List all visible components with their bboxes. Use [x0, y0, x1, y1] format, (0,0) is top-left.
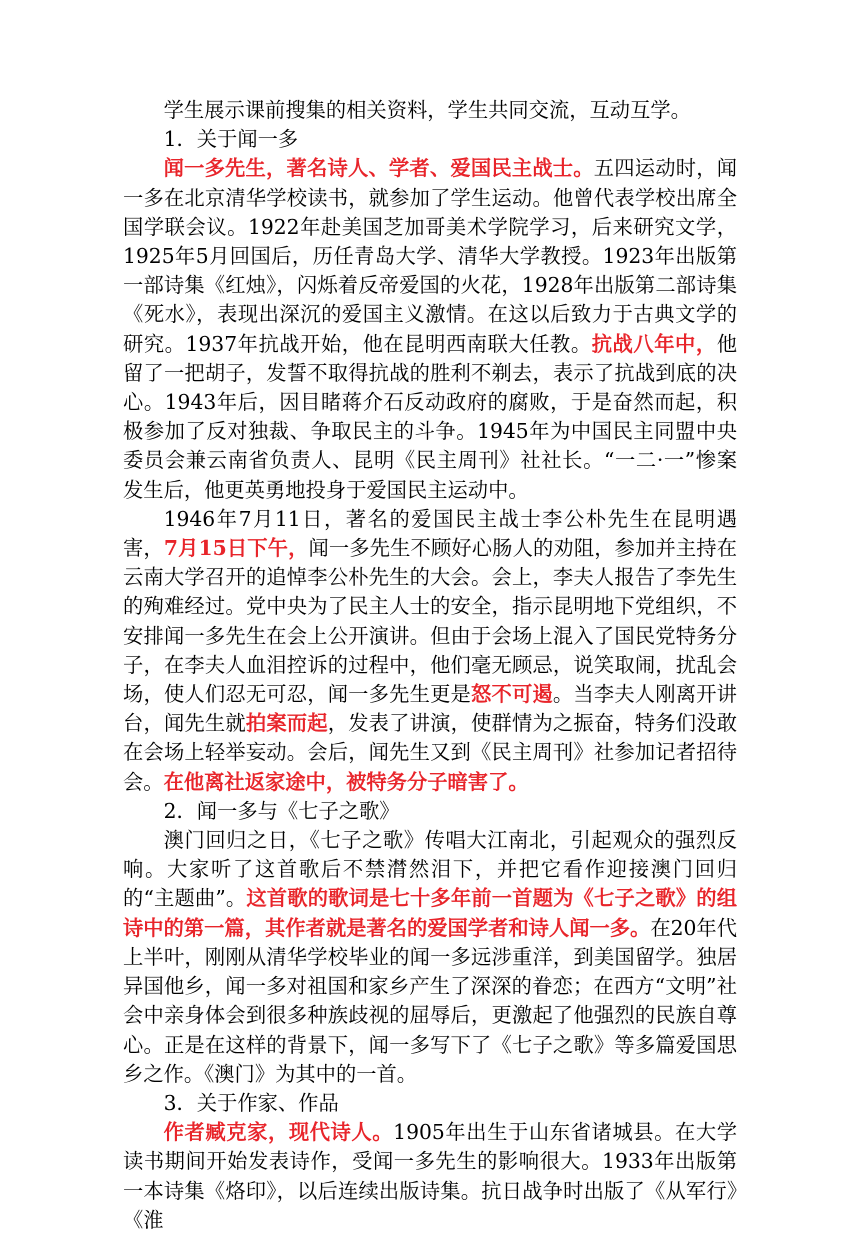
paragraph-wen-yiduo-bio: [123, 154, 737, 504]
body-text: 五四运动时，闻一多在北京清华学校读书，就参加了学生运动。他曾代表学校出席全国学联会议。1922年赴美国芝加哥美术学院学习，后来研究文学，1925年5月回国后，历任青岛大学、清华大学教授。1923年出版第一部诗集《红烛》，闪烁着反帝爱国的火花，1928年出版第二部诗集《死水》，表现出深沉的爱国主义激情。在这以后致力于古典文学的研究。1937年抗战开始，他在昆明西南联大任教。: [123, 156, 737, 356]
highlight-text: 闻一多先生，著名诗人、学者、爱国民主战士。: [163, 156, 594, 181]
section-heading-2: 2．闻一多与《七子之歌》: [163, 798, 400, 823]
body-text: 闻一多先生不顾好心肠人的劝阻，参加并主持在云南大学召开的追悼李公朴先生的大会。会上，李夫人报告了李先生的殉难经过。党中央为了民主人士的安全，指示昆明地下党组织，不安排闻一多先生在会上公开演讲。但由于会场上混入了国民党特务分子，在李夫人血泪控诉的过程中，他们毫无顾忌，说笑取闹，扰乱会场，使人们忍无可忍，闻一多先生更是: [123, 536, 737, 707]
highlight-text: 在他离社返家途中，被特务分子暗害了。: [163, 769, 529, 794]
intro-paragraph: 学生展示课前搜集的相关资料，学生共同交流，互动互学。: [163, 98, 691, 122]
highlight-text: 作者臧克家，现代诗人。: [163, 1120, 394, 1145]
paragraph-seven-sons-song: [123, 826, 737, 1089]
body-text: 澳门回归之日，《七子之歌》传唱大江南北，引起观众的强烈反响。大家听了这首歌后不禁潸然泪下，并把它看作迎接澳门回归的“主题曲”。: [123, 828, 737, 911]
section-heading-1: 1．关于闻一多: [163, 127, 299, 152]
body-text: 他留了一把胡子，发誓不取得抗战的胜利不剃去，表示了抗战到底的决心。1943年后，因目睹蒋介石反动政府的腐败，于是奋然而起，积极参加了反对独裁、争取民主的斗争。1945年为中国民主同盟中央委员会兼云南省负责人、昆明《民主周刊》社社长。“一二·一”惨案发生后，他更英勇地投身于爱国民主运动中。: [123, 331, 737, 502]
body-text: 。当李夫人刚离开讲台，闻先生就: [123, 682, 737, 736]
highlight-text: 怒不可遏: [471, 682, 553, 707]
paragraph-zang-kejia: [123, 1118, 737, 1235]
body-text: 在20年代上半叶，刚刚从清华学校毕业的闻一多远涉重洋，到美国留学。独居异国他乡，闻一多对祖国和家乡产生了深深的眷恋；在西方“文明”社会中亲身体会到很多种族歧视的屈辱后，更激起了他强烈的民族自尊心。正是在这样的背景下，闻一多写下了《七子之歌》等多篇爱国思乡之作。《澳门》为其中的一首。: [123, 915, 737, 1086]
body-text: ，发表了讲演，使群情为之振奋，特务们没敢在会场上轻举妄动。会后，闻先生又到《民主周刊》社参加记者招待会。: [123, 711, 737, 794]
highlight-text: 7月15日下午，: [163, 536, 309, 561]
paragraph-memorial-speech: [123, 505, 737, 797]
body-text: 1905年出生于山东省诸城县。在大学读书期间开始发表诗作，受闻一多先生的影响很大。1933年出版第一本诗集《烙印》，以后连续出版诗集。抗日战争时出版了《从军行》《淮: [123, 1120, 737, 1232]
document-body: [123, 96, 737, 1235]
section-heading-3: 3．关于作家、作品: [163, 1090, 339, 1115]
highlight-text: 抗战八年中，: [591, 331, 717, 356]
highlight-text: 这首歌的歌词是七十多年前一首题为《七子之歌》的组诗中的第一篇，其作者就是著名的爱国学者和诗人闻一多。: [123, 886, 737, 940]
body-text: 1946年7月11日，著名的爱国民主战士李公朴先生在昆明遇害，: [123, 506, 737, 561]
highlight-text: 拍案而起: [245, 711, 328, 736]
